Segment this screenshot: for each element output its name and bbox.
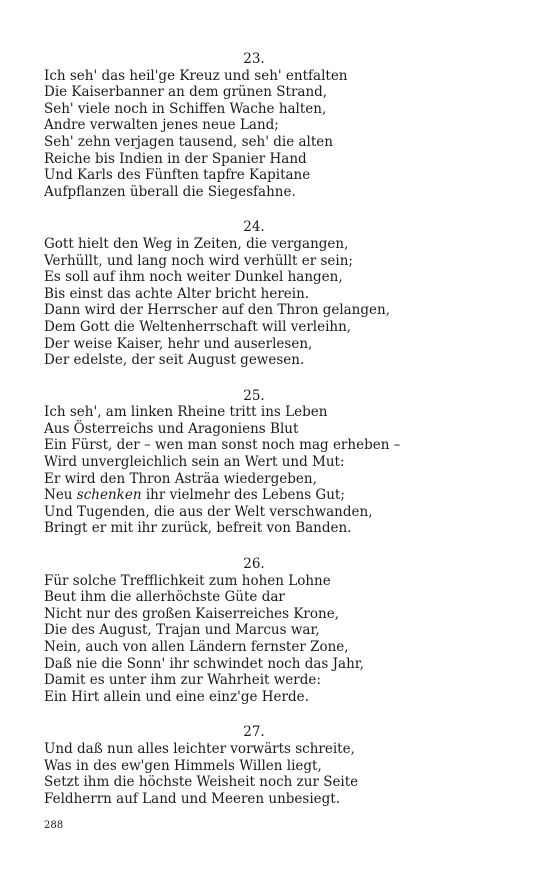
verse-line: Ich seh', am linken Rheine tritt ins Leben: [44, 404, 328, 421]
stanza-24: [44, 219, 464, 368]
verse-line: Was in des ew'gen Himmels Willen liegt,: [44, 757, 322, 774]
verse-line: Verhüllt, und lang noch wird verhüllt er sein;: [44, 252, 353, 269]
verse-line: Er wird den Thron Asträa wiedergeben,: [44, 470, 317, 487]
verse-line-with-emphasis: [44, 487, 464, 504]
stanza-number: 26.: [243, 556, 265, 573]
stanza-number: 27.: [243, 724, 265, 741]
emphasized-word: schenken: [76, 487, 142, 504]
verse-segment: Neu: [44, 487, 77, 504]
verse-segment: ihr vielmehr des Lebens Gut;: [141, 487, 345, 504]
stanza-number: 23.: [243, 51, 265, 67]
verse-line: Aus Österreichs und Aragoniens Blut: [44, 420, 299, 437]
verse-line: Gott hielt den Weg in Zeiten, die vergangen,: [44, 235, 349, 252]
verse-line: Und daß nun alles leichter vorwärts schreite,: [44, 740, 355, 757]
verse-line: Die des August, Trajan und Marcus war,: [44, 622, 320, 639]
verse-line: Der edelste, der seit August gewesen.: [44, 352, 305, 369]
verse-line: Der weise Kaiser, hehr und auserlesen,: [44, 335, 313, 352]
verse-line: Wird unvergleichlich sein an Wert und Mut:: [44, 454, 345, 471]
poem-page: [44, 51, 464, 826]
stanza-27: [44, 724, 464, 807]
verse-line: Es soll auf ihm noch weiter Dunkel hangen,: [44, 269, 343, 286]
verse-line: Setzt ihm die höchste Weisheit noch zur Seite: [44, 774, 359, 791]
verse-line: Dann wird der Herrscher auf den Thron gelangen,: [44, 302, 390, 319]
stanza-number: 25.: [243, 387, 265, 404]
stanza-25: [44, 388, 464, 537]
verse-line: Nein, auch von allen Ländern fernster Zone,: [44, 639, 349, 655]
verse-line: Ein Fürst, der – wen man sonst noch mag erheben –: [44, 437, 401, 454]
stanza-number: 24.: [243, 219, 265, 236]
verse-line: Nicht nur des großen Kaiserreiches Krone,: [44, 605, 339, 622]
verse-line: Aufpflanzen überall die Siegesfahne.: [44, 183, 296, 200]
verse-line: Die Kaiserbanner an dem grünen Strand,: [44, 84, 328, 101]
verse-line: Reiche bis Indien in der Spanier Hand: [44, 150, 307, 167]
verse-line: Bringt er mit ihr zurück, befreit von Banden.: [44, 520, 352, 537]
verse-line: Dem Gott die Weltenherrschaft will verleihn,: [44, 318, 352, 335]
stanza-23: [44, 51, 464, 200]
verse-line: Ich seh' das heil'ge Kreuz und seh' entfalten: [44, 67, 348, 84]
verse-line: Andre verwalten jenes neue Land;: [44, 117, 279, 134]
verse-line: Seh' viele noch in Schiffen Wache halten,: [44, 100, 327, 117]
page-number: 288: [44, 820, 64, 831]
stanza-26: [44, 556, 464, 705]
verse-line: Bis einst das achte Alter bricht herein.: [44, 285, 310, 302]
verse-line: Damit es unter ihm zur Wahrheit werde:: [44, 672, 321, 689]
verse-line: Und Karls des Fünften tapfre Kapitane: [44, 167, 311, 184]
verse-line: Beut ihm die allerhöchste Güte dar: [44, 589, 285, 606]
verse-line: Ein Hirt allein und eine einz'ge Herde.: [44, 688, 309, 705]
verse-line: Und Tugenden, die aus der Welt verschwanden,: [44, 503, 373, 520]
verse-line: Feldherrn auf Land und Meeren unbesiegt.: [44, 790, 340, 807]
verse-line: Seh' zehn verjagen tausend, seh' die alten: [44, 133, 333, 150]
verse-line: Für solche Trefflichkeit zum hohen Lohne: [44, 572, 331, 589]
verse-line: Daß nie die Sonn' ihr schwindet noch das Jahr,: [44, 655, 365, 672]
